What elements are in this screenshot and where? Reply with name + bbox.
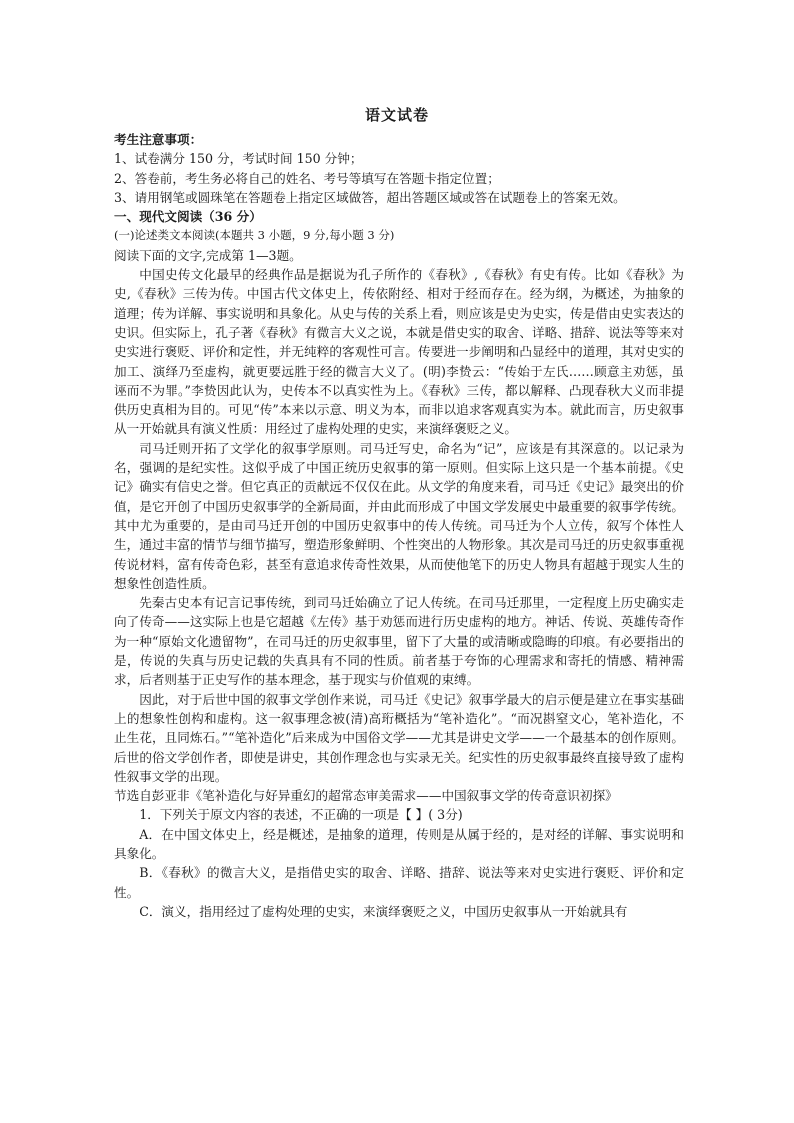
- page-title: 语文试卷: [364, 106, 429, 124]
- notice-item: 1、试卷满分 150 分，考试时间 150 分钟；: [114, 151, 363, 167]
- passage-paragraph: 先秦古史本有记言记事传统，到司马迁始确立了记人传统。在司马迁那里，一定程度上历史确实走向了传奇——这实际上也是它超越《左传》基于劝惩而进行历史虚构的地方。神话、传说、英雄传奇作为一种“原始文化遗留物”，在司马迁的历史叙事里，留下了大量的或清晰或隐晦的印痕。有必要指出的是，传说的失真与历史记载的失真具有不同的性质。前者基于夸饰的心理需求和寄托的情感、精神需求，后者则基于正史写作的基本理念，基于现实与价值观的束缚。: [114, 595, 684, 688]
- reading-instruction: 阅读下面的文字,完成第 1—3题。: [114, 247, 302, 263]
- section-subheading: (一)论述类文本阅读(本题共 3 小题，9 分,每小题 3 分): [114, 228, 395, 243]
- section-heading: 一、现代文阅读（36 分）: [114, 209, 262, 225]
- passage-paragraph: 因此，对于后世中国的叙事文学创作来说，司马迁《史记》叙事学最大的启示便是建立在事实基础上的想象性创构和虚构。这一叙事理念被(清)高珩概括为“笔补造化”。“而况斟窒文心，笔补造化，不止生花，且同炼石。”“笔补造化”后来成为中国俗文学——尤其是讲史文学——一个最基本的创作原则。后世的俗文学创作者，即使是讲史，其创作理念也与实录无关。纪实性的历史叙事最终直接导致了虚构性叙事文学的出现。: [114, 691, 684, 784]
- question-stem: 1．下列关于原文内容的表述，不正确的一项是【 】( 3分): [139, 807, 463, 823]
- passage-paragraph: 司马迁则开拓了文学化的叙事学原则。司马迁写史，命名为“记”，应该是有其深意的。以记录为名，强调的是纪实性。这似乎成了中国正统历史叙事的第一原则。但实际上这只是一个基本前提。《史记》确实有信史之誉。但它真正的贡献远不仅仅在此。从文学的角度来看，司马迁《史记》最突出的价值，是它开创了中国历史叙事学的全新局面，并由此而形成了中国文学发展史中最重要的叙事学传统。其中尤为重要的，是由司马迁开创的中国历史叙事中的传人传统。司马迁为个人立传，叙写个体性人生，通过丰富的情节与细节描写，塑造形象鲜明、个性突出的人物形象。其次是司马迁的历史叙事重视传说材料，富有传奇色彩，甚至有意追求传奇性效果，从而使他笔下的历史人物具有超越于现实人生的想象性创造性质。: [114, 440, 684, 591]
- exam-content: [114, 130, 684, 921]
- notice-item: 2、答卷前，考生务必将自己的姓名、考号等填写在答题卡指定位置；: [114, 170, 500, 186]
- question-option-a: A．在中国文体史上，经是概述，是抽象的道理，传则是从属于经的，是对经的详解、事实说明和具象化。: [114, 826, 684, 861]
- notice-heading: 考生注意事项：: [114, 132, 203, 147]
- question-option-b: B．《春秋》的微言大义，是指借史实的取舍、详略、措辞、说法等来对史实进行褒贬、评价和定性。: [114, 865, 684, 900]
- question-option-c: C．演义，指用经过了虚构处理的史实，来演绎褒贬之义，中国历史叙事从一开始就具有: [139, 903, 628, 919]
- passage-paragraph: 中国史传文化最早的经典作品是据说为孔子所作的《春秋》,《春秋》有史有传。比如《春秋》为史,《春秋》三传为传。中国古代文体史上，传依附经、相对于经而存在。经为纲，为概述，为抽象的道理；传为详解、事实说明和具象化。从史与传的关系上看，则应该是史为史实，传是借由史实表达的史识。但实际上，孔子著《春秋》有微言大义之说，本就是借史实的取舍、详略、措辞、说法等等来对史实进行褒贬、评价和定性，并无纯粹的客观性可言。传要进一步阐明和凸显经中的道理，其对史实的加工、演绎乃至虚构，就更要远胜于经的微言大义了。(明)李贽云：“传始于左氏……顾意主劝惩，虽诬而不为罪。”李贽因此认为，史传本不以真实性为上。《春秋》三传，都以解释、凸现春秋大义而非提供历史真相为目的。可见“传”本来以示意、明义为本，而非以追求客观真实为本。就此而言，历史叙事从一开始就具有演义性质：用经过了虚构处理的史实，来演绎褒贬之义。: [114, 267, 684, 437]
- notice-item: 3、请用钢笔或圆珠笔在答题卷上指定区域做答，超出答题区域或答在试题卷上的答案无效。: [114, 189, 626, 205]
- passage-source: 节选自彭亚非《笔补造化与好异重幻的超常态审美需求——中国叙事文学的传奇意识初探》: [114, 788, 618, 804]
